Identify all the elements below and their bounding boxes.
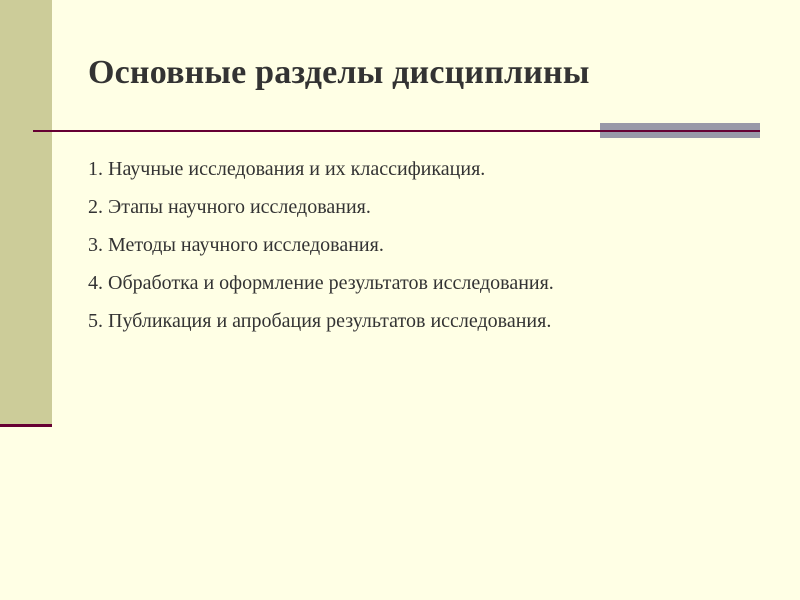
topic-item-5: 5. Публикация и апробация результатов исследования. — [88, 310, 552, 332]
topic-item-2: 2. Этапы научного исследования. — [88, 196, 371, 218]
left-band-underline — [0, 424, 52, 427]
topic-item-3: 3. Методы научного исследования. — [88, 234, 384, 256]
topic-item-1: 1. Научные исследования и их классификация. — [88, 158, 486, 180]
title-divider-line — [33, 130, 600, 132]
topics-list — [88, 150, 554, 340]
left-decorative-band — [0, 0, 52, 424]
topic-item-4: 4. Обработка и оформление результатов исследования. — [88, 272, 554, 294]
title-divider-bar-line — [600, 130, 760, 132]
slide-title: Основные разделы дисциплины — [88, 54, 590, 91]
